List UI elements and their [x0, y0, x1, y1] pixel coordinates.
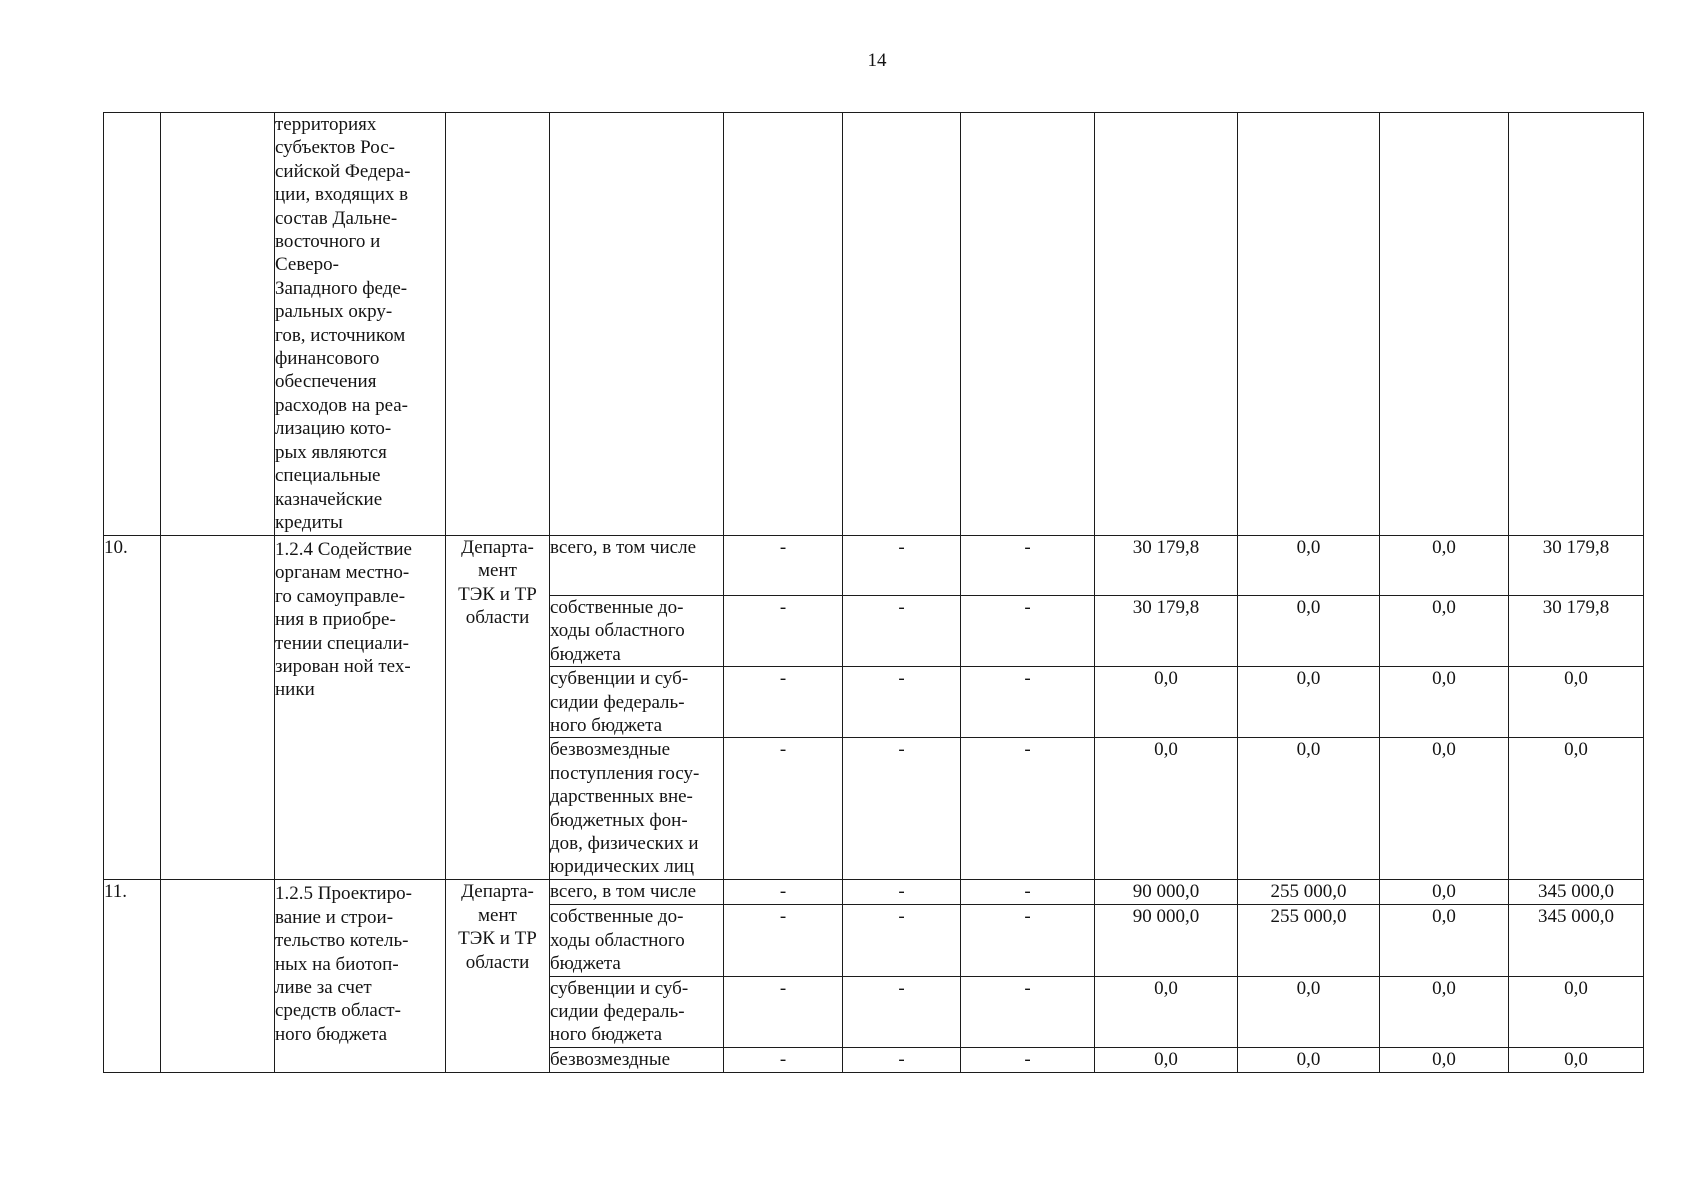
- value-col-11: 0,0: [1380, 976, 1509, 1047]
- value-col-10: 0,0: [1238, 738, 1380, 880]
- value-col-8: -: [961, 667, 1095, 738]
- value-col-7: [843, 113, 961, 536]
- funding-source-cell: собственные до- ходы областного бюджета: [550, 596, 724, 667]
- value-col-12: 345 000,0: [1509, 880, 1644, 905]
- funding-source-cell: [550, 113, 724, 536]
- value-col-8: -: [961, 976, 1095, 1047]
- value-col-9: 0,0: [1095, 738, 1238, 880]
- table-row-continuation: [104, 113, 1644, 536]
- value-col-8: -: [961, 536, 1095, 596]
- value-col-9: 0,0: [1095, 976, 1238, 1047]
- funding-source-cell: всего, в том числе: [550, 880, 724, 905]
- value-col-10: 0,0: [1238, 976, 1380, 1047]
- value-col-7: -: [843, 976, 961, 1047]
- value-col-12: 30 179,8: [1509, 536, 1644, 596]
- value-col-10: 0,0: [1238, 596, 1380, 667]
- funding-source-cell: субвенции и суб- сидии федераль- ного бюджета: [550, 976, 724, 1047]
- value-col-10: 0,0: [1238, 1047, 1380, 1072]
- value-col-11: 0,0: [1380, 738, 1509, 880]
- item-executor-cell: Департа- мент ТЭК и ТР области: [446, 880, 550, 1072]
- item-executor-cell: [446, 113, 550, 536]
- value-col-6: -: [724, 536, 843, 596]
- value-col-6: -: [724, 667, 843, 738]
- value-col-6: -: [724, 905, 843, 976]
- value-col-7: -: [843, 1047, 961, 1072]
- value-col-11: 0,0: [1380, 905, 1509, 976]
- value-col-11: 0,0: [1380, 880, 1509, 905]
- value-col-6: -: [724, 1047, 843, 1072]
- value-col-6: [724, 113, 843, 536]
- value-col-7: -: [843, 596, 961, 667]
- value-col-7: -: [843, 880, 961, 905]
- value-col-11: 0,0: [1380, 596, 1509, 667]
- value-col-10: 0,0: [1238, 536, 1380, 596]
- value-col-8: -: [961, 905, 1095, 976]
- value-col-12: 0,0: [1509, 738, 1644, 880]
- value-col-9: [1095, 113, 1238, 536]
- value-col-8: [961, 113, 1095, 536]
- value-col-11: [1380, 113, 1509, 536]
- value-col-12: 0,0: [1509, 1047, 1644, 1072]
- value-col-10: 255 000,0: [1238, 905, 1380, 976]
- funding-source-cell: субвенции и суб- сидии федераль- ного бюджета: [550, 667, 724, 738]
- value-col-9: 90 000,0: [1095, 905, 1238, 976]
- value-col-11: 0,0: [1380, 1047, 1509, 1072]
- item-number-cell: 11.: [104, 880, 161, 1072]
- item-name-cell: территориях субъектов Рос- сийской Федера- ции, входящих в состав Дальне- восточного и Северо- Западного феде- ральных окру- гов, источником финансового обеспечения расходов на реа- лизацию кото- рых являются специальные казначейские кредиты: [275, 113, 446, 536]
- value-col-7: -: [843, 536, 961, 596]
- value-col-9: 30 179,8: [1095, 536, 1238, 596]
- table-row: [104, 880, 1644, 905]
- value-col-6: -: [724, 738, 843, 880]
- value-col-9: 0,0: [1095, 667, 1238, 738]
- item-name-cell: 1.2.4 Содействие органам местно- го самоуправле- ния в приобре- тении специали- зирован ной тех- ники: [275, 536, 446, 880]
- value-col-7: -: [843, 738, 961, 880]
- value-col-12: 0,0: [1509, 976, 1644, 1047]
- value-col-11: 0,0: [1380, 667, 1509, 738]
- value-col-6: -: [724, 880, 843, 905]
- value-col-7: -: [843, 905, 961, 976]
- funding-source-cell: безвозмездные: [550, 1047, 724, 1072]
- value-col-12: [1509, 113, 1644, 536]
- table-row: [104, 536, 1644, 596]
- value-col-11: 0,0: [1380, 536, 1509, 596]
- value-col-8: -: [961, 596, 1095, 667]
- value-col-9: 30 179,8: [1095, 596, 1238, 667]
- value-col-9: 0,0: [1095, 1047, 1238, 1072]
- value-col-10: [1238, 113, 1380, 536]
- budget-table: [103, 112, 1644, 1073]
- item-code-cell: [161, 880, 275, 1072]
- item-number-cell: 10.: [104, 536, 161, 880]
- funding-source-cell: безвозмездные поступления госу- дарственных вне- бюджетных фон- дов, физических и юридических лиц: [550, 738, 724, 880]
- value-col-12: 30 179,8: [1509, 596, 1644, 667]
- page-number: 14: [867, 50, 887, 71]
- funding-source-cell: собственные до- ходы областного бюджета: [550, 905, 724, 976]
- item-number-cell: [104, 113, 161, 536]
- value-col-6: -: [724, 976, 843, 1047]
- item-name-cell: 1.2.5 Проектиро- вание и строи- тельство котель- ных на биотоп- ливе за счет средств област- ного бюджета: [275, 880, 446, 1072]
- value-col-9: 90 000,0: [1095, 880, 1238, 905]
- value-col-12: 0,0: [1509, 667, 1644, 738]
- value-col-8: -: [961, 738, 1095, 880]
- value-col-12: 345 000,0: [1509, 905, 1644, 976]
- value-col-7: -: [843, 667, 961, 738]
- value-col-8: -: [961, 880, 1095, 905]
- value-col-10: 0,0: [1238, 667, 1380, 738]
- item-executor-cell: Департа- мент ТЭК и ТР области: [446, 536, 550, 880]
- value-col-6: -: [724, 596, 843, 667]
- item-code-cell: [161, 536, 275, 880]
- value-col-8: -: [961, 1047, 1095, 1072]
- value-col-10: 255 000,0: [1238, 880, 1380, 905]
- funding-source-cell: всего, в том числе: [550, 536, 724, 596]
- item-code-cell: [161, 113, 275, 536]
